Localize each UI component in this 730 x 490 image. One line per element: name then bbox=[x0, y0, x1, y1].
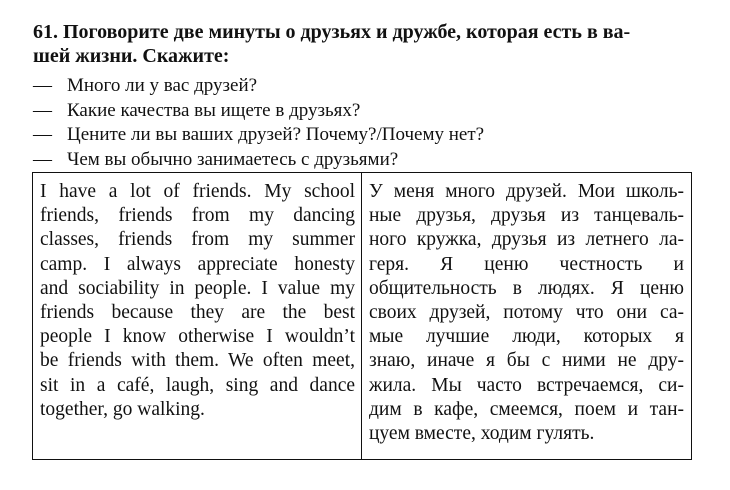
answer-table bbox=[32, 172, 692, 460]
question-list bbox=[33, 74, 484, 172]
dash-marker: — bbox=[33, 99, 52, 121]
english-answer-line: be friends with them. We often meet, bbox=[40, 350, 355, 372]
russian-answer-line: знаю, иначе я бы с ними не дру- bbox=[369, 350, 684, 372]
question-item bbox=[33, 148, 484, 173]
russian-answer-line: жила. Мы часто встречаемся, си- bbox=[369, 374, 684, 396]
russian-answer-line: мые лучшие люди, которых я bbox=[369, 326, 684, 348]
exercise-heading-line-2: шей жизни. Скажите: bbox=[33, 45, 230, 67]
russian-answer-column bbox=[362, 173, 690, 459]
english-answer-line: together, go walking. bbox=[40, 398, 205, 420]
russian-answer-line: дим в кафе, смеемся, поем и тан- bbox=[369, 398, 684, 420]
english-answer-line: friends, friends from my dancing bbox=[40, 205, 355, 227]
question-item bbox=[33, 99, 484, 124]
english-answer-line: I have a lot of friends. My school bbox=[40, 181, 355, 202]
dash-marker: — bbox=[33, 124, 52, 145]
russian-answer-line: геря. Я ценю честность и bbox=[369, 253, 684, 275]
question-text: Цените ли вы ваших друзей? Почему?/Почему нет? bbox=[67, 124, 485, 145]
exercise-heading-line-1: 61. Поговорите две минуты о друзьях и дружбе, которая есть в ва- bbox=[33, 21, 631, 43]
english-answer-line: people I know otherwise I wouldn’t bbox=[40, 326, 355, 348]
russian-answer-line: своих друзей, потому что они са- bbox=[369, 302, 684, 324]
russian-answer-line: ного кружка, друзья из летнего ла- bbox=[369, 229, 684, 251]
question-text: Чем вы обычно занимаетесь с друзьями? bbox=[67, 148, 399, 170]
english-answer-line: classes, friends from my summer bbox=[40, 229, 355, 251]
english-answer-line: friends because they are the best bbox=[40, 302, 355, 324]
exercise-heading bbox=[33, 20, 693, 68]
english-answer-line: camp. I always appreciate honesty bbox=[40, 253, 355, 275]
english-answer-line: and sociability in people. I value my bbox=[40, 277, 355, 299]
english-answer-column bbox=[33, 173, 362, 459]
russian-answer-line: цуем вместе, ходим гулять. bbox=[369, 423, 595, 445]
question-text: Какие качества вы ищете в друзьях? bbox=[67, 99, 361, 121]
russian-answer-line: У меня много друзей. Мои школь- bbox=[369, 181, 684, 202]
english-answer-line: sit in a café, laugh, sing and dance bbox=[40, 374, 355, 396]
question-item bbox=[33, 74, 484, 99]
dash-marker: — bbox=[33, 148, 52, 170]
russian-answer-line: ные друзья, друзья из танцеваль- bbox=[369, 205, 684, 227]
russian-answer-line: общительность в людях. Я ценю bbox=[369, 277, 684, 299]
question-text: Много ли у вас друзей? bbox=[67, 75, 258, 96]
dash-marker: — bbox=[33, 75, 52, 96]
question-item bbox=[33, 123, 484, 148]
